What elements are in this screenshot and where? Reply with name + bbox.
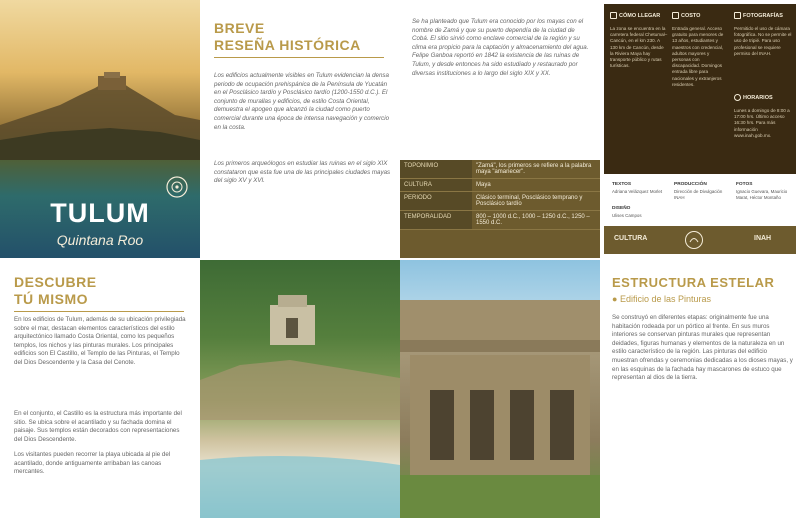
ficha-value: Maya (472, 179, 600, 192)
ficha-value: Clásico terminal, Posclásico temprano y Posclásico tardío (472, 192, 600, 211)
ficha-key: TEMPORALIDAD (400, 211, 472, 230)
credits-textos-text: Adriana Velázquez Morlet (612, 189, 663, 194)
estructura-subtitle: ● Edificio de las Pinturas (612, 294, 711, 304)
resena-paragraph-2: Los primeros arqueólogos en estudiar las ruinas en el siglo XIX constataron que esta fue una de las principales ciudades mayas del siglo XV y XVI. (214, 160, 391, 185)
inah-logo: INAH (754, 235, 772, 242)
cultura-logo: CULTURA (614, 235, 648, 242)
estructura-title: ESTRUCTURA ESTELAR (612, 275, 775, 290)
info-panel (600, 0, 800, 258)
pinturas-photo (400, 260, 600, 518)
fotografias-heading: FOTOGRAFÍAS (734, 12, 783, 19)
descubre-paragraph-2: En el conjunto, el Castillo es la estructura más importante del sitio. Se ubica sobre el acantilado y su fachada domina el paisaje. Sus templos están decorados con representaciones del Dios Descendente. (14, 410, 182, 443)
costo-heading: COSTO (672, 12, 700, 19)
fotografias-text: Permitido el uso de cámara fotográfica. No se permite el uso de tripié. Para uso profesional se requiere permiso del INAH. (734, 26, 792, 56)
como-llegar-heading: CÓMO LLEGAR (610, 12, 660, 19)
table-row (400, 179, 600, 192)
middle-paragraph: Se ha planteado que Tulum era conocido por los mayas con el nombre de Zamá y que su puerto dependía de la ciudad de Cobá. El sitio sirvió como enclave comercial de la región y su clima era propicio para la captación y almacenamiento del agua. Felipe Ganboa reportó en 1842 la existencia de las ruinas de Tulum, y desde entonces ha sido estudiado y restaurado por diversas instituciones a lo largo del siglo XIX y XX. (412, 18, 589, 77)
logo-bar (604, 226, 796, 254)
ficha-key: PERIODO (400, 192, 472, 211)
descubre-panel (0, 260, 198, 518)
descubre-paragraph-3: Los visitantes pueden recorrer la playa ubicada al pie del acantilado, donde antiguamente arribaban las canoas mercantes. (14, 451, 171, 476)
resena-paragraph-1: Los edificios actualmente visibles en Tulum evidencian la densa periodo de ocupación prehispánica de la Península de Yucatán en el Posclásico tardío y Posclásico tardío (1200-1550 d.C.). El conjunto de murallas y edificios, de estilo Costa Oriental, demuestra el apogeo que alcanzó la ciudad como puerto comercial durante una época de intensa navegación y comercio en la costa. (214, 72, 390, 131)
mexico-seal-icon (684, 230, 704, 250)
table-row (400, 211, 600, 230)
ficha-table (400, 160, 600, 258)
table-row (400, 160, 600, 179)
maya-glyph-icon (165, 175, 189, 199)
ficha-value: "Zamá", los primeros se refiere a la palabra maya "amanecer". (472, 160, 600, 179)
estructura-paragraph: Se construyó en diferentes etapas: originalmente fue una habitación rodeada por un pórtico al frente. En sus muros interiores se conservan pinturas murales que representan deidades, figuras humanas y elementos de la naturaleza en un estilo característico de la región. Las pinturas del edificio muestran ofrendas y ceremonias dedicadas a los dioses mayas, y en las esquinas de la fachada hay mascarones de estuco que representan al dios de la tierra. (612, 314, 793, 382)
cover-panel (0, 0, 200, 258)
camera-icon (734, 12, 741, 19)
cover-title: TULUM (50, 198, 150, 228)
descubre-title: DESCUBRE TÚ MISMO (14, 274, 184, 312)
costo-text: Entrada general. Acceso gratuito para menores de 13 años, estudiantes y maestros con credencial, adultos mayores y personas con discapacidad. Domingos entrada libre para nacionales y extranjeros residentes. (672, 26, 724, 87)
title-rule (14, 311, 184, 312)
pinturas-photo-art (400, 260, 600, 518)
table-row (400, 192, 600, 211)
ficha-key: TOPONIMIO (400, 160, 472, 179)
castillo-photo-art (200, 260, 400, 518)
ficha-value: 800 – 1000 d.C., 1000 – 1250 d.C., 1250 – 1550 d.C. (472, 211, 600, 230)
cover-subtitle: Quintana Roo (56, 232, 144, 248)
resena-panel (200, 0, 400, 258)
estructura-panel (602, 260, 800, 518)
descubre-paragraph-1: En los edificios de Tulum, además de su ubicación privilegiada sobre el mar, destacan elementos característicos del estilo arquitectónico llamado Costa Oriental, como los pequeños templos, los nichos y las pinturas murales. Los principales edificios son El Castillo, el Templo de las Pinturas, el Templo del Dios Descendente y la Casa del Cenote. (14, 316, 186, 366)
credits-fotos-text: Ignacio Guevara, Mauricio Marat, Héctor Montaño (736, 189, 788, 200)
location-pin-icon: ● (612, 294, 618, 304)
credits-textos-heading: TEXTOS (612, 182, 632, 187)
car-icon (610, 12, 617, 19)
como-llegar-text: La zona se encuentra en la carretera federal Chetumal–Cancún, en el km 230. A 130 km de Cancún, desde la Riviera Maya hay transporte público y rutas turísticas. (610, 26, 668, 69)
horarios-text: Lunes a domingo de 8:00 a 17:00 hrs. Último acceso 16:30 hrs. Para más información www.inah.gob.mx. (734, 108, 790, 138)
clock-icon (734, 94, 741, 101)
money-icon (672, 12, 679, 19)
visitor-info-box (604, 4, 796, 174)
credits-produccion-text: Dirección de Divulgación INAH (674, 189, 723, 200)
resena-title: BREVE RESEÑA HISTÓRICA (214, 20, 384, 58)
ficha-key: CULTURA (400, 179, 472, 192)
title-rule (214, 57, 384, 58)
credits-fotos-heading: FOTOS (736, 182, 753, 187)
castillo-photo (200, 260, 400, 518)
credits-produccion-heading: PRODUCCIÓN (674, 182, 707, 187)
horarios-heading: HORARIOS (734, 94, 773, 101)
cover-photo (0, 70, 200, 160)
credits-diseno-heading: DISEÑO (612, 206, 631, 211)
credits-diseno-text: Ulises Campos (612, 213, 642, 218)
middle-panel (400, 0, 600, 258)
